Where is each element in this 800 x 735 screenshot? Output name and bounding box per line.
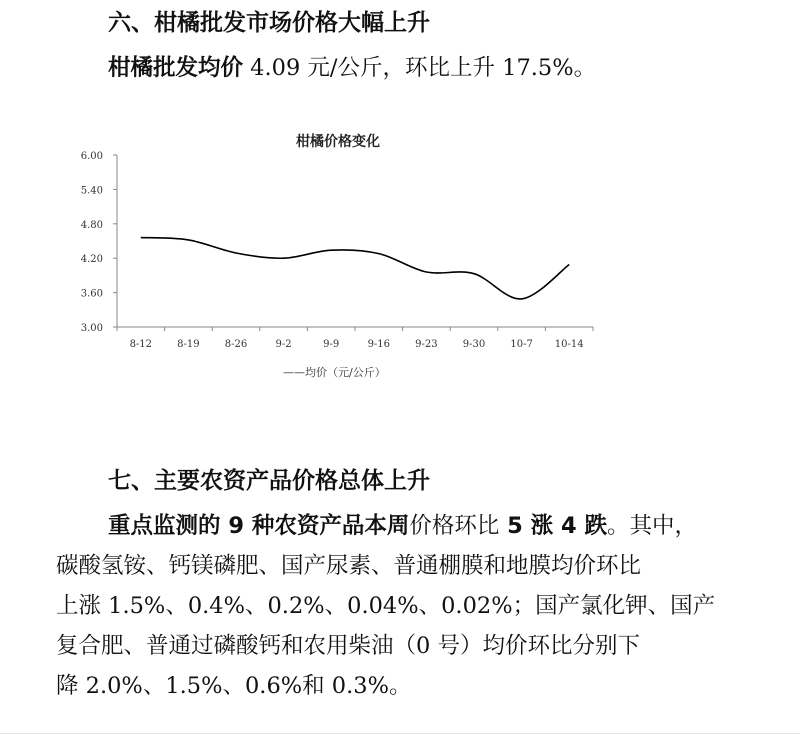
section-6-summary (108, 50, 596, 82)
paragraph-line-3: 上涨 1.5%、0.4%、0.2%、0.04%、0.02%；国产氯化钾、国产 (56, 593, 716, 619)
data-point (473, 272, 475, 274)
paragraph-line-4: 复合肥、普通过磷酸钙和农用柴油（0 号）均价环比分别下 (56, 633, 640, 659)
summary-bold-label: 柑橘批发均价 (108, 55, 244, 81)
y-tick-label: 3.60 (80, 288, 103, 300)
section-6-heading: 六、柑橘批发市场价格大幅上升 (108, 10, 430, 36)
data-point (235, 252, 237, 254)
summary-text: 4.09 元/公斤，环比上升 17.5%。 (243, 55, 597, 81)
x-tick-label: 9-2 (275, 339, 292, 350)
data-point (378, 252, 380, 254)
paragraph-line-1 (56, 506, 792, 546)
citrus-price-chart (0, 110, 800, 400)
paragraph-bold-2: 5 涨 4 跌 (499, 513, 607, 539)
x-tick-label: 9-16 (367, 339, 391, 350)
x-tick-label: 10-14 (554, 339, 584, 350)
legend-label: ——均价（元/公斤） (283, 366, 386, 379)
x-tick-label: 8-19 (177, 339, 200, 350)
x-tick-label: 8-26 (224, 339, 248, 350)
y-tick-label: 6.00 (80, 151, 103, 162)
paragraph-line-2: 碳酸氢铵、钙镁磷肥、国产尿素、普通棚膜和地膜均价环比 (56, 553, 642, 579)
section-7-paragraph (56, 506, 792, 706)
data-point (330, 249, 332, 251)
data-point (140, 236, 142, 238)
chart-svg (0, 110, 800, 400)
y-tick-label: 4.20 (80, 254, 103, 266)
y-tick-label: 4.80 (80, 219, 103, 231)
data-point (568, 263, 570, 265)
y-tick-label: 3.00 (80, 323, 103, 334)
paragraph-text-1: 价格环比 (409, 513, 500, 539)
paragraph-bold-1: 重点监测的 9 种农资产品本周 (108, 513, 410, 539)
x-tick-label: 9-30 (462, 339, 486, 350)
data-point (282, 257, 284, 259)
section-7-heading: 七、主要农资产品价格总体上升 (108, 468, 430, 494)
x-tick-label: 10-7 (510, 339, 533, 350)
x-tick-label: 9-23 (415, 339, 438, 350)
paragraph-text-2: 。其中， (607, 513, 698, 539)
data-point (520, 298, 522, 300)
data-point (187, 239, 189, 241)
series-line-avg-price (141, 238, 569, 299)
page-bottom-rule (0, 733, 800, 734)
x-tick-label: 9-9 (323, 339, 340, 350)
y-tick-label: 5.40 (80, 185, 103, 197)
chart-title: 柑橘价格变化 (296, 134, 380, 150)
paragraph-line-5: 降 2.0%、1.5%、0.6%和 0.3%。 (56, 673, 412, 699)
x-tick-label: 8-12 (129, 339, 153, 350)
data-point (425, 271, 427, 273)
